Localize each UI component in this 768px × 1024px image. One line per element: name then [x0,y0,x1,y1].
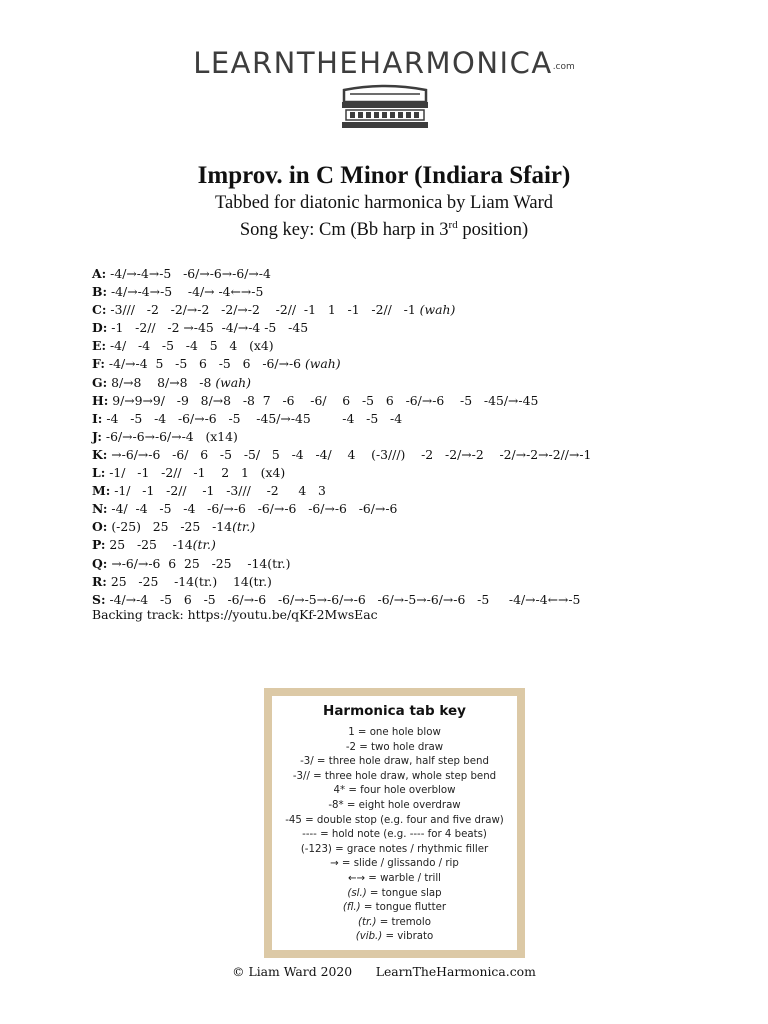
site-logo [0,48,768,78]
tab-row [92,555,742,573]
tab-row [92,573,742,591]
tab-row-notes: -4/→-4→-5 -4/→ -4←→-5 [107,284,264,300]
tab-row-notes: -1/ -1 -2// -1 -3/// -2 4 3 [110,483,326,499]
page-title: Improv. in C Minor (Indiara Sfair) [197,162,571,189]
tab-row-label: H: [92,392,109,408]
tab-row [92,428,742,446]
tab-key-meaning: 4* = four hole overblow [333,785,456,797]
tab-key-item [272,799,517,814]
tab-row [92,319,742,337]
harmonica-logo-icon [340,84,430,134]
tab-row-notes: -4/→-4→-5 -6/→-6→-6/→-4 [106,266,271,281]
tab-key-item [272,741,517,756]
tab-key-meaning: -3// = three hole draw, whole step bend [292,770,497,782]
tab-row-notes: -6/→-6→-6/→-4 (x14) [101,428,238,444]
tab-key-symbol: (fl.) [342,902,361,914]
tab-key-meaning: = tongue slap [366,887,442,899]
tab-row-label: D: [92,320,108,336]
tab-key-meaning: ←→ = warble / trill [348,872,441,884]
tab-row-technique: (tr.) [192,537,216,553]
tab-row [92,482,742,500]
tab-row-label: F: [92,356,105,372]
tab-key-panel [272,696,517,950]
tab-row-notes: -4 -5 -4 -6/→-6 -5 -45/→-45 -4 -5 -4 [102,410,403,426]
tab-row-label: G: [92,374,108,390]
tab-key-meaning: = tongue flutter [360,902,447,914]
song-key: Song key: Cm (Bb harp in 3rd position) [239,219,529,241]
tab-row [92,464,742,482]
tab-key-item [272,857,517,872]
tab-row-notes: 25 -25 -14(tr.) 14(tr.) [106,573,272,589]
tab-key-meaning: -3/ = three hole draw, half step bend [300,756,489,768]
header [0,160,768,241]
tab-row-notes: (-25) 25 -25 -14 [107,519,233,535]
tab-key-meaning: = vibrato [382,931,434,943]
tab-key-title: Harmonica tab key [323,703,466,719]
tab-row-label: Q: [92,555,108,571]
tab-row-label: K: [92,446,108,462]
tab-row [92,536,742,554]
tab-row-label: P: [92,537,106,553]
tab-key-item [272,755,517,770]
tab-row-label: M: [92,483,111,499]
tab-key-symbol: (sl.) [347,887,367,899]
tab-key-meaning: -8* = eight hole overdraw [328,799,461,811]
tab-row-label: E: [92,338,107,354]
tab-key-meaning: → = slide / glissando / rip [330,858,459,870]
tab-row-notes: -4/ -4 -5 -4 5 4 (x4) [106,338,274,354]
tab-row [92,446,742,464]
tab-row [92,283,742,301]
tab-key-item [272,770,517,785]
tab-row-label: N: [92,501,108,517]
tab-row-notes: 25 -25 -14 [105,537,193,553]
tab-key-item [272,843,517,858]
tab-row-label: R: [92,573,107,589]
tab-key-meaning: (-123) = grace notes / rhythmic filler [300,843,489,855]
tab-row-notes: -1 -2// -2 →-45 -4/→-4 -5 -45 [107,320,309,336]
tab-key-item [272,916,517,931]
tab-row-label: A: [92,266,107,281]
footer: © Liam Ward 2020 LearnTheHarmonica.com [232,964,536,979]
tab-row-notes: -4/→-4 5 -5 6 -5 6 -6/→-6 [104,356,305,372]
tab-key-symbol: (tr.) [358,916,377,928]
tab-row [92,337,742,355]
tab-row-notes: 8/→8 8/→8 -8 [107,374,216,390]
tab-key-item [272,930,517,945]
tab-row-label: O: [92,519,108,535]
tab-key-meaning: -2 = two hole draw [345,741,444,753]
tab-key-box [264,688,525,958]
tab-row-notes: -1/ -1 -2// -1 2 1 (x4) [105,465,286,481]
tab-row-label: L: [92,465,106,481]
tab-row-label: I: [92,410,103,426]
tab-key-meaning: -45 = double stop (e.g. four and five draw) [285,814,504,826]
tab-row-label: S: [92,591,106,607]
tab-row-notes: →-6/→-6 6 25 -25 -14(tr.) [107,555,291,571]
tab-row [92,392,742,410]
tab-key-item [272,901,517,916]
tab-row-notes: -3/// -2 -2/→-2 -2/→-2 -2// -1 1 -1 -2// -1 [106,302,420,318]
tab-row-technique: (wah) [215,374,251,390]
tab-row-notes: -4/ -4 -5 -4 -6/→-6 -6/→-6 -6/→-6 -6/→-6 [107,501,398,517]
tab-key-item [272,872,517,887]
tab-row [92,500,742,518]
tab-key-item [272,814,517,829]
tab-key-symbol: (vib.) [355,931,383,943]
tab-row-notes: →-6/→-6 -6/ 6 -5 -5/ 5 -4 -4/ 4 (-3///) -2 -2/→-2 -2/→-2→-2//→-1 [107,446,592,462]
tab-row-notes: -4/→-4 -5 6 -5 -6/→-6 -6/→-5→-6/→-6 -6/→-5→-6/→-6 -5 -4/→-4←→-5 [105,591,581,607]
tab-key-meaning: 1 = one hole blow [348,727,441,738]
tab-row-notes: 9/→9→9/ -9 8/→8 -8 7 -6 -6/ 6 -5 6 -6/→-6 -5 -45/→-45 [108,392,539,408]
tab-key-meaning: = tremolo [376,916,431,928]
tab-sections [92,265,742,609]
tab-key-item [272,828,517,843]
tab-key-list [272,726,517,945]
backing-track: Backing track: https://youtu.be/qKf-2MwsEac [92,607,378,622]
tab-key-meaning: ---- = hold note (e.g. ---- for 4 beats) [302,829,487,841]
tab-key-item [272,726,517,741]
tab-row [92,374,742,392]
tab-row-label: C: [92,302,107,318]
tab-row-technique: (tr.) [232,519,256,535]
tab-row [92,518,742,536]
tab-row [92,265,742,283]
tab-row-technique: (wah) [304,356,341,372]
logo-wordmark: $LEARNTHEHARMONICA^{.com}$ [193,46,575,80]
tab-row-label: B: [92,284,108,300]
subtitle: Tabbed for diatonic harmonica by Liam Ward [215,193,553,213]
tab-key-item [272,784,517,799]
tab-row [92,410,742,428]
tab-row-technique: (wah) [419,302,456,318]
tab-row [92,355,742,373]
tab-key-item [272,887,517,902]
tab-row [92,301,742,319]
tab-row-label: J: [92,428,102,444]
